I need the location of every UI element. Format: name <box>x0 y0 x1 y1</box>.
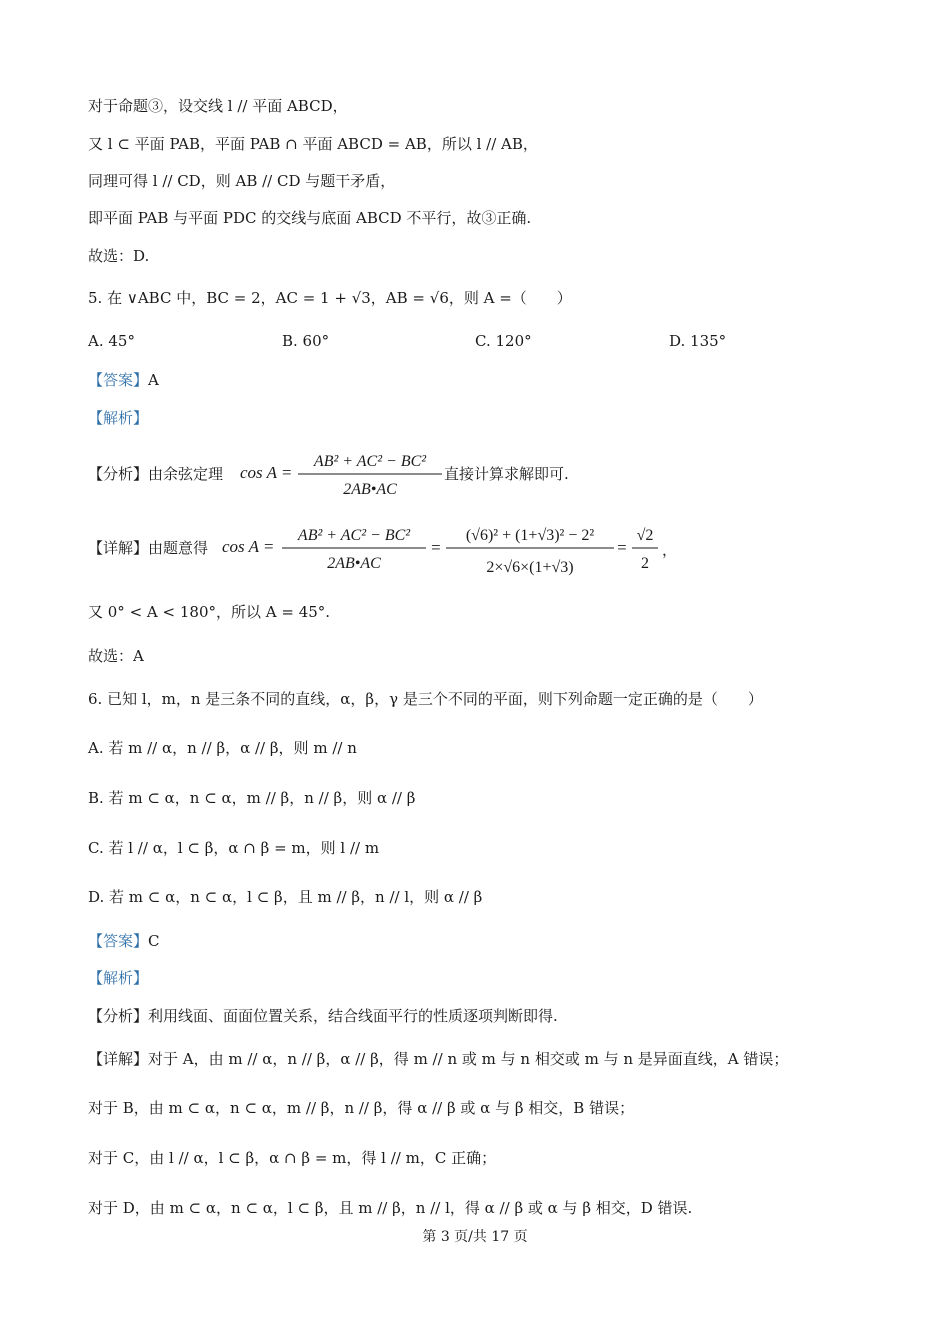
q6-detail-d: 对于 D，由 m ⊂ α，n ⊂ α，l ⊂ β，且 m // β，n // l，得 α // β 或 α 与 β 相交，D 错误. <box>88 1199 693 1217</box>
q6-detail-a <box>88 1049 788 1069</box>
q6-answer-tag: 【答案】 <box>88 932 149 950</box>
intro-choose: 故选：D. <box>88 247 150 265</box>
q5-detail-num1: AB² + AC² − BC² <box>297 527 411 544</box>
q5-stem: 5. 在 ∨ABC 中，BC = 2，AC = 1 + √3，AB = √6，则 A =（ ） <box>88 289 572 307</box>
q6-analysis-tag: 【解析】 <box>88 969 149 987</box>
q6-option-a: A. 若 m // α，n // β，α // β，则 m // n <box>88 739 357 757</box>
q5-detail-num3: √2 <box>636 527 654 544</box>
q5-detail-fraction-3 <box>630 520 660 574</box>
q5-analysis-heading <box>88 408 148 428</box>
q5-fenxi-post: 直接计算求解即可. <box>444 465 569 483</box>
q6-option-d: D. 若 m ⊂ α，n ⊂ α，l ⊂ β，且 m // β，n // l，则 α // β <box>88 888 483 906</box>
intro-line-3: 同理可得 l // CD，则 AB // CD 与题干矛盾， <box>88 172 396 190</box>
q5-answer <box>88 370 159 390</box>
q5-detail-den3: 2 <box>641 555 649 572</box>
q6-detail-c: 对于 C，由 l // α，l ⊂ β，α ∩ β = m，得 l // m，C 正确； <box>88 1149 497 1167</box>
q5-detail-pre: 由题意得 <box>148 539 209 557</box>
q6-option-b: B. 若 m ⊂ α，n ⊂ α，m // β，n // β，则 α // β <box>88 789 416 807</box>
q5-analysis-tag: 【解析】 <box>88 409 149 427</box>
q5-fenxi-num: AB² + AC² − BC² <box>313 453 427 470</box>
q5-option-c: C. 120° <box>475 332 532 350</box>
q5-answer-value: A <box>148 371 159 389</box>
q6-detail-a-text: 对于 A，由 m // α，n // β，α // β，得 m // n 或 m 与 n 相交或 m 与 n 是异面直线，A 错误； <box>148 1050 789 1068</box>
q5-detail-eq2: = <box>616 538 628 557</box>
intro-line-4: 即平面 PAB 与平面 PDC 的交线与底面 ABCD 不平行，故③正确. <box>88 209 532 227</box>
q6-detail-b: 对于 B，由 m ⊂ α，n ⊂ α，m // β，n // β，得 α // β 或 α 与 β 相交，B 错误； <box>88 1099 635 1117</box>
q5-fenxi-lhs: cos A = <box>240 463 293 482</box>
page-footer: 第 3 页/共 17 页 <box>422 1229 528 1245</box>
q5-fenxi-pre: 由余弦定理 <box>148 465 224 483</box>
q5-detail-den1: 2AB•AC <box>327 555 381 572</box>
q5-choose: 故选：A <box>88 647 144 665</box>
q5-detail-prefix <box>88 538 208 558</box>
q6-detail-tag: 【详解】 <box>88 1050 149 1068</box>
q5-detail-comma: ， <box>662 541 678 559</box>
intro-line-2: 又 l ⊂ 平面 PAB，平面 PAB ∩ 平面 ABCD = AB，所以 l // AB， <box>88 135 538 153</box>
q6-answer-value: C <box>148 932 160 950</box>
q5-fenxi-fraction <box>296 450 444 498</box>
q5-detail-fraction-1 <box>280 522 428 572</box>
q5-detail-num2: (√6)² + (1+√3)² − 2² <box>465 527 595 544</box>
q5-fenxi-prefix <box>88 464 223 484</box>
q5-answer-tag: 【答案】 <box>88 371 149 389</box>
q5-option-a: A. 45° <box>88 332 135 350</box>
q5-fenxi-den: 2AB•AC <box>343 481 397 498</box>
q6-fenxi-tag: 【分析】 <box>88 1007 149 1025</box>
q6-fenxi <box>88 1006 558 1026</box>
q5-option-b: B. 60° <box>282 332 330 350</box>
q5-fenxi-tag: 【分析】 <box>88 465 149 483</box>
q6-answer <box>88 931 160 951</box>
q6-analysis-heading <box>88 968 148 988</box>
q6-stem: 6. 已知 l，m，n 是三条不同的直线，α，β，γ 是三个不同的平面，则下列命题一定正确的是（ ） <box>88 690 763 708</box>
q5-detail-fraction-2 <box>444 516 616 580</box>
q5-detail-lhs: cos A = <box>222 537 275 556</box>
q6-option-c: C. 若 l // α，l ⊂ β，α ∩ β = m，则 l // m <box>88 839 380 857</box>
intro-line-1: 对于命题③，设交线 l // 平面 ABCD， <box>88 97 348 115</box>
q6-fenxi-text: 利用线面、面面位置关系，结合线面平行的性质逐项判断即得. <box>148 1007 558 1025</box>
q5-range: 又 0° < A < 180°，所以 A = 45°. <box>88 603 331 621</box>
q5-option-d: D. 135° <box>669 332 727 350</box>
q5-detail-eq1: = <box>430 538 442 557</box>
q5-detail-tag: 【详解】 <box>88 539 149 557</box>
q5-detail-den2: 2×√6×(1+√3) <box>486 559 574 576</box>
